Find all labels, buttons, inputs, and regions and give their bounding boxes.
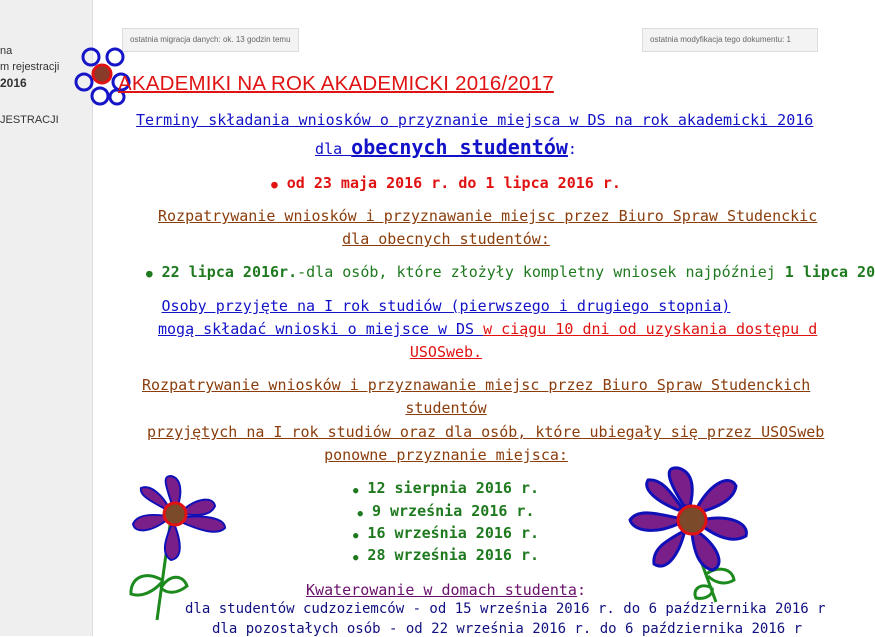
bullet-icon: ● xyxy=(271,178,278,191)
date-2: 9 września 2016 r. xyxy=(371,502,535,520)
bullet-icon: ● xyxy=(352,531,359,541)
housing-heading-line xyxy=(92,581,800,599)
housing-colon: : xyxy=(576,581,586,599)
july-deadline: 1 lipca 20 xyxy=(784,263,875,281)
date-1: 12 sierpnia 2016 r. xyxy=(367,479,540,497)
review2-line-3: przyjętych na I rok studiów oraz dla osób, które ubiegały się przez USOSweb xyxy=(147,423,825,441)
current-students-label: obecnych studentów xyxy=(351,135,568,159)
review-heading-2: dla obecnych studentów: xyxy=(342,230,550,248)
first-year-deadline-text: w ciągu 10 dni od uzyskania dostępu d xyxy=(483,320,818,338)
july-text: -dla osób, które złożyły kompletny wniosek najpóźniej xyxy=(297,263,785,281)
july-date: 22 lipca 2016r. xyxy=(161,263,298,281)
first-year-apply-text: mogą składać wnioski o miejsce w DS xyxy=(158,320,484,338)
july-item xyxy=(146,263,875,281)
terms-heading: Terminy składania wniosków o przyznanie miejsca w DS na rok akademicki 2016 xyxy=(136,111,814,129)
current-date-text: od 23 maja 2016 r. do 1 lipca 2016 r. xyxy=(286,174,621,192)
bullet-icon: ● xyxy=(146,267,153,280)
modification-info: ostatnia modyfikacja tego dokumentu: 1 xyxy=(642,28,818,52)
housing-foreign: dla studentów cudzoziemców - od 15 września 2016 r. do 6 października 2016 r xyxy=(185,601,826,617)
sidebar-text-1: na xyxy=(0,45,13,57)
sidebar-text-2: m rejestracji xyxy=(0,61,60,73)
review-heading-1: Rozpatrywanie wniosków i przyznawanie miejsc przez Biuro Spraw Studenckic xyxy=(158,207,818,225)
first-year-line-2 xyxy=(158,320,817,338)
for-prefix: dla xyxy=(315,140,352,158)
date-list-item xyxy=(92,479,800,497)
usosweb-link[interactable]: USOSweb. xyxy=(409,343,483,361)
sidebar-year: 2016 xyxy=(0,76,27,90)
date-4: 28 września 2016 r. xyxy=(367,546,540,564)
current-date-item xyxy=(92,174,800,192)
for-suffix: : xyxy=(567,140,577,158)
review2-line-2: studentów xyxy=(405,399,487,417)
page-title: AKADEMIKI NA ROK AKADEMICKI 2016/2017 xyxy=(118,72,554,95)
current-students-line xyxy=(92,135,800,159)
review2-line-1: Rozpatrywanie wniosków i przyznawanie miejsc przez Biuro Spraw Studenckich xyxy=(142,376,811,394)
migration-info: ostatnia migracja danych: ok. 13 godzin temu xyxy=(122,28,299,52)
housing-other: dla pozostałych osób - od 22 września 2016 r. do 6 października 2016 r xyxy=(212,621,803,637)
bullet-icon: ● xyxy=(352,553,359,563)
housing-heading: Kwaterowanie w domach studenta xyxy=(306,581,577,599)
date-3: 16 września 2016 r. xyxy=(367,524,540,542)
date-list-item xyxy=(92,502,800,520)
date-list-item xyxy=(92,546,800,564)
first-year-line-1: Osoby przyjęte na I rok studiów (pierwszego i drugiego stopnia) xyxy=(161,297,731,315)
bullet-icon: ● xyxy=(357,509,363,519)
sidebar-link-registration[interactable]: JESTRACJI xyxy=(0,114,59,126)
document-body xyxy=(92,0,875,637)
review2-line-4: ponowne przyznanie miejsca: xyxy=(324,446,568,464)
date-list-item xyxy=(92,524,800,542)
bullet-icon: ● xyxy=(352,486,359,496)
